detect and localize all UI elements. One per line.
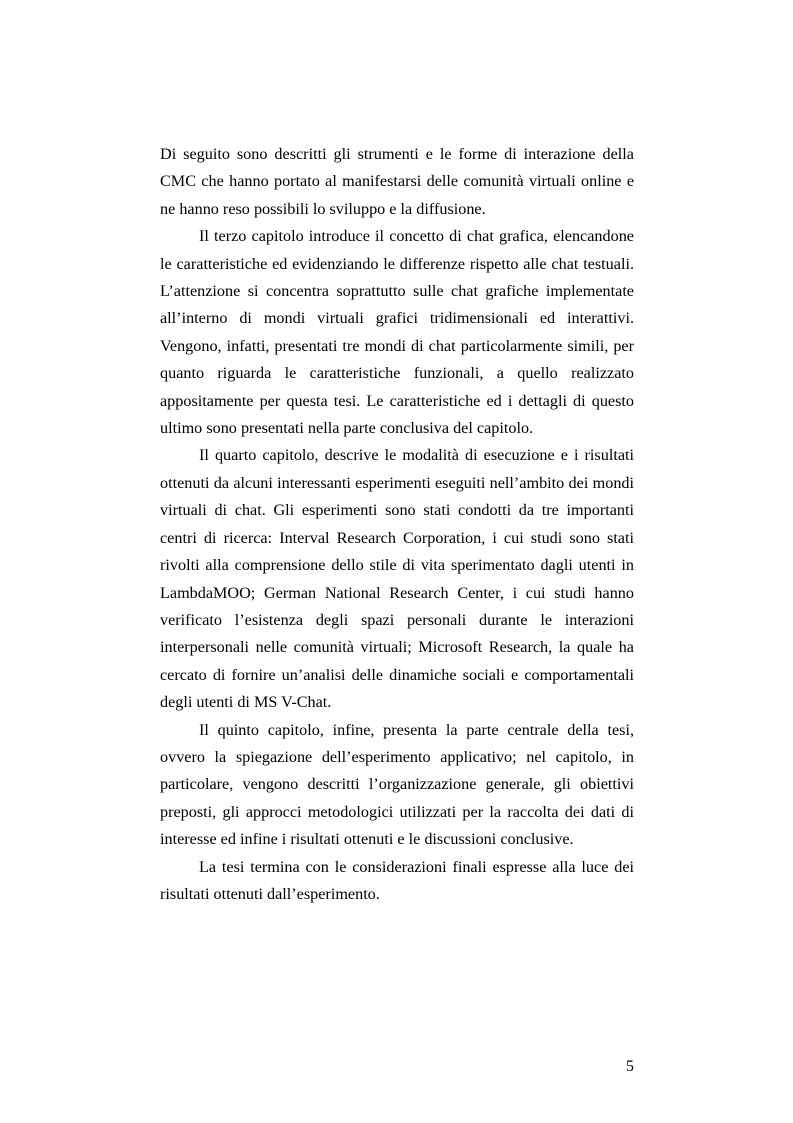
body-text — [160, 141, 634, 908]
paragraph-chapter-5: Il quinto capitolo, infine, presenta la parte centrale della tesi, ovvero la spiegazione dell’esperimento applicativo; nel capitolo, in particolare, vengono descritti l’organizzazione generale, gli obiettivi preposti, gli approcci metodologici utilizzati per la raccolta dei dati di interesse ed infine i risultati ottenuti e le discussioni conclusive. — [160, 720, 634, 849]
paragraph-chapter-3: Il terzo capitolo introduce il concetto di chat grafica, elencandone le caratteristiche ed evidenziando le differenze rispetto alle chat testuali. L’attenzione si concentra soprattutto sulle chat grafiche implementate all’interno di mondi virtuali grafici tridimensionali ed interattivi. Vengono, infatti, presentati tre mondi di chat particolarmente simili, per quanto riguarda le caratteristiche funzionali, a quello realizzato appositamente per questa tesi. Le caratteristiche ed i dettagli di questo ultimo sono presentati nella parte conclusiva del capitolo. — [160, 227, 634, 438]
paragraph-chapter-4: Il quarto capitolo, descrive le modalità di esecuzione e i risultati ottenuti da alcuni interessanti esperimenti eseguiti nell’ambito dei mondi virtuali di chat. Gli esperimenti sono stati condotti da tre importanti centri di ricerca: Interval Research Corporation, i cui studi sono stati rivolti alla comprensione dello stile di vita sperimentato dagli utenti in LambdaMOO; German National Research Center, i cui studi hanno verificato l’esistenza degli spazi personali durante le interazioni interpersonali nelle comunità virtuali; Microsoft Research, la quale ha cercato di fornire un’analisi delle dinamiche sociali e comportamentali degli utenti di MS V-Chat. — [160, 446, 634, 712]
paragraph-cmc-intro: Di seguito sono descritti gli strumenti e le forme di interazione della CMC che hanno portato al manifestarsi delle comunità virtuali online e ne hanno reso possibili lo sviluppo e la diffusione. — [160, 145, 634, 218]
page-number: 5 — [625, 1057, 634, 1075]
paragraph-conclusion: La tesi termina con le considerazioni finali espresse alla luce dei risultati ottenuti dall’esperimento. — [160, 857, 634, 903]
